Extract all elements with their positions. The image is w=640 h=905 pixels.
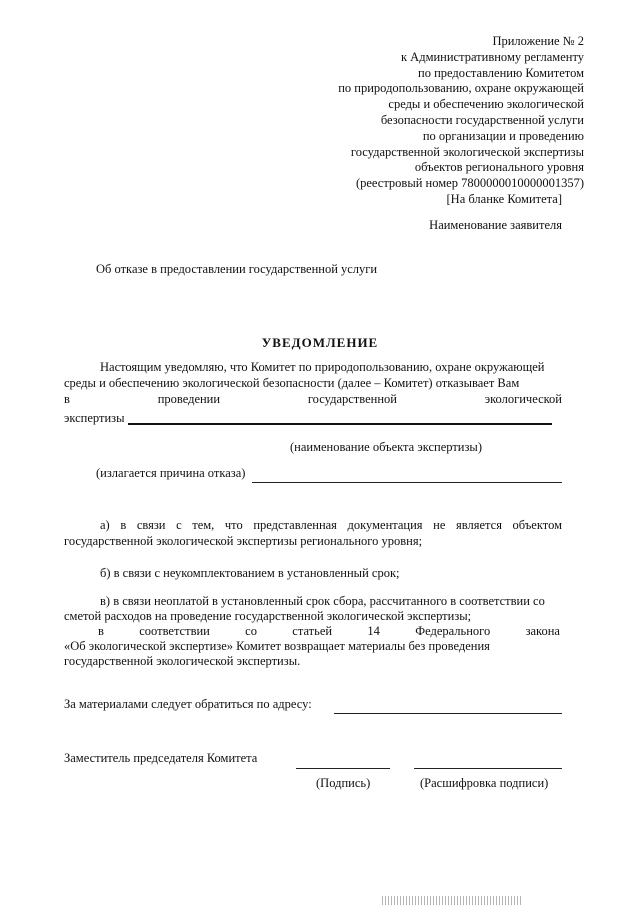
appendix-header [338, 34, 584, 192]
law-word: закона [525, 624, 560, 638]
object-name-line[interactable] [128, 423, 552, 425]
address-line[interactable] [334, 713, 562, 714]
header-line: безопасности государственной услуги [380, 112, 584, 127]
signature-line[interactable] [296, 768, 390, 769]
intro-word: проведении [157, 392, 221, 406]
subject-line: Об отказе в предоставлении государственной услуги [96, 262, 378, 276]
law-word: со [245, 624, 257, 638]
law-word: в [98, 624, 104, 638]
reason-a: а) в связи с тем, что представленная документация не является объектом государственной экологической экспертизы регионального уровня; [64, 518, 562, 548]
reason-v-line-1: в) в связи неоплатой в установленный срок сбора, рассчитанного в соответствии со [100, 594, 545, 608]
reason-line[interactable] [252, 482, 562, 483]
intro-line-2: среды и обеспечению экологической безопасности (далее – Комитет) отказывает Вам [64, 376, 520, 390]
intro-word: государственной [307, 392, 397, 406]
intro-line-3 [64, 392, 562, 407]
header-line: по предоставлению Комитетом [418, 65, 584, 80]
reason-b: б) в связи с неукомплектованием в установленный срок; [100, 566, 400, 580]
signatory-title: Заместитель председателя Комитета [64, 751, 258, 765]
law-word: 14 [367, 624, 380, 638]
address-label: За материалами следует обратиться по адресу: [64, 697, 312, 711]
header-line: объектов регионального уровня [414, 160, 584, 175]
intro-line-4: экспертизы [64, 411, 125, 425]
decoding-caption: (Расшифровка подписи) [420, 776, 549, 790]
law-line-2: «Об экологической экспертизе» Комитет возвращает материалы без проведения [64, 639, 490, 653]
reason-v-line-2: сметой расходов на проведение государственной экологической экспертизы; [64, 609, 472, 623]
header-line: к Административному регламенту [400, 49, 584, 64]
header-line: государственной экологической экспертизы [350, 144, 584, 159]
law-line-3: государственной экологической экспертизы. [64, 654, 301, 668]
scan-artifact [382, 896, 522, 905]
intro-line-1: Настоящим уведомляю, что Комитет по природопользованию, охране окружающей [100, 360, 545, 374]
intro-word: в [64, 392, 70, 406]
header-line: по организации и проведению [422, 128, 584, 143]
reason-label: (излагается причина отказа) [96, 466, 246, 480]
signature-caption: (Подпись) [316, 776, 371, 790]
law-word: соответствии [139, 624, 210, 638]
header-line: (реестровый номер 7800000010000001357) [355, 176, 584, 191]
header-line: по природопользованию, охране окружающей [338, 81, 584, 96]
law-line-1 [98, 624, 560, 639]
header-line: Приложение № 2 [492, 34, 584, 48]
header-line: среды и обеспечению экологической [388, 97, 584, 112]
document-title: УВЕДОМЛЕНИЕ [261, 335, 379, 350]
object-caption: (наименование объекта экспертизы) [290, 440, 482, 454]
decoding-line[interactable] [414, 768, 562, 769]
law-word: Федерального [415, 624, 491, 638]
law-word: статьей [292, 624, 333, 638]
applicant-name: Наименование заявителя [429, 218, 562, 232]
intro-word: экологической [484, 392, 562, 406]
blank-note: [На бланке Комитета] [446, 192, 562, 206]
